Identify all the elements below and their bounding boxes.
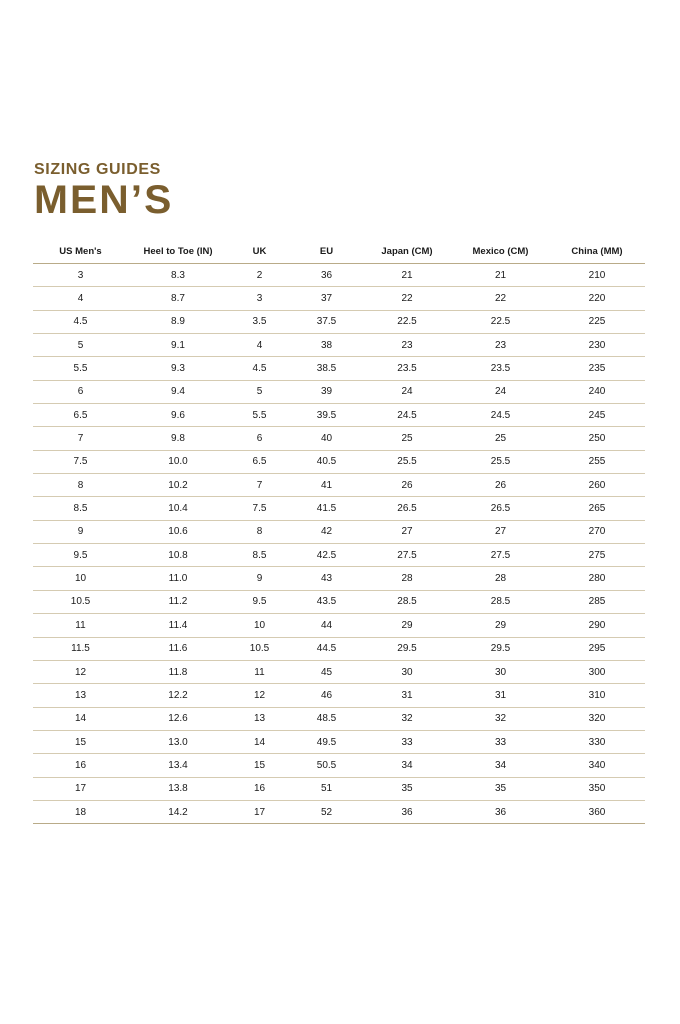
table-cell: 28.5 <box>452 590 549 613</box>
table-cell: 340 <box>549 754 645 777</box>
table-cell: 24 <box>362 380 452 403</box>
table-cell: 5 <box>228 380 291 403</box>
table-cell: 3 <box>228 287 291 310</box>
table-cell: 13.0 <box>128 730 228 753</box>
table-cell: 37.5 <box>291 310 362 333</box>
table-cell: 3.5 <box>228 310 291 333</box>
table-cell: 27 <box>452 520 549 543</box>
table-cell: 4.5 <box>228 357 291 380</box>
table-cell: 8.5 <box>33 497 128 520</box>
table-cell: 280 <box>549 567 645 590</box>
table-cell: 45 <box>291 660 362 683</box>
table-cell: 50.5 <box>291 754 362 777</box>
table-cell: 210 <box>549 264 645 287</box>
table-cell: 28 <box>362 567 452 590</box>
table-cell: 18 <box>33 800 128 823</box>
table-cell: 5.5 <box>33 357 128 380</box>
table-cell: 43 <box>291 567 362 590</box>
table-cell: 11.2 <box>128 590 228 613</box>
table-cell: 14 <box>33 707 128 730</box>
table-row <box>33 357 645 380</box>
table-row <box>33 404 645 427</box>
table-cell: 8.7 <box>128 287 228 310</box>
table-cell: 10.5 <box>228 637 291 660</box>
table-row <box>33 520 645 543</box>
table-cell: 8 <box>228 520 291 543</box>
table-row <box>33 450 645 473</box>
table-cell: 225 <box>549 310 645 333</box>
table-cell: 10.5 <box>33 590 128 613</box>
table-cell: 2 <box>228 264 291 287</box>
table-cell: 31 <box>362 684 452 707</box>
table-cell: 11.8 <box>128 660 228 683</box>
table-cell: 10 <box>33 567 128 590</box>
table-row <box>33 730 645 753</box>
table-cell: 12.2 <box>128 684 228 707</box>
table-cell: 230 <box>549 334 645 357</box>
table-cell: 9.6 <box>128 404 228 427</box>
table-cell: 11 <box>228 660 291 683</box>
table-row <box>33 427 645 450</box>
table-cell: 28 <box>452 567 549 590</box>
table-cell: 43.5 <box>291 590 362 613</box>
column-header: Japan (CM) <box>362 239 452 264</box>
table-cell: 38 <box>291 334 362 357</box>
table-cell: 285 <box>549 590 645 613</box>
table-cell: 235 <box>549 357 645 380</box>
table-cell: 44 <box>291 614 362 637</box>
table-cell: 11 <box>33 614 128 637</box>
table-cell: 255 <box>549 450 645 473</box>
table-cell: 3 <box>33 264 128 287</box>
table-cell: 15 <box>33 730 128 753</box>
table-cell: 33 <box>452 730 549 753</box>
table-cell: 27 <box>362 520 452 543</box>
table-cell: 17 <box>33 777 128 800</box>
table-cell: 350 <box>549 777 645 800</box>
column-header: China (MM) <box>549 239 645 264</box>
table-cell: 9.8 <box>128 427 228 450</box>
table-cell: 52 <box>291 800 362 823</box>
table-cell: 34 <box>362 754 452 777</box>
table-cell: 22.5 <box>362 310 452 333</box>
table-cell: 14.2 <box>128 800 228 823</box>
table-row <box>33 660 645 683</box>
table-cell: 10.2 <box>128 474 228 497</box>
table-cell: 41.5 <box>291 497 362 520</box>
table-cell: 24.5 <box>362 404 452 427</box>
column-header: US Men's <box>33 239 128 264</box>
table-cell: 15 <box>228 754 291 777</box>
table-cell: 9.5 <box>33 544 128 567</box>
table-cell: 30 <box>452 660 549 683</box>
table-cell: 310 <box>549 684 645 707</box>
table-cell: 8.3 <box>128 264 228 287</box>
table-cell: 40 <box>291 427 362 450</box>
table-cell: 330 <box>549 730 645 753</box>
table-cell: 40.5 <box>291 450 362 473</box>
table-cell: 8 <box>33 474 128 497</box>
table-row <box>33 800 645 823</box>
table-cell: 220 <box>549 287 645 310</box>
table-cell: 9 <box>33 520 128 543</box>
table-cell: 30 <box>362 660 452 683</box>
table-cell: 46 <box>291 684 362 707</box>
table-cell: 24 <box>452 380 549 403</box>
table-cell: 23 <box>362 334 452 357</box>
table-cell: 6.5 <box>33 404 128 427</box>
table-cell: 32 <box>362 707 452 730</box>
table-cell: 14 <box>228 730 291 753</box>
table-row <box>33 614 645 637</box>
table-cell: 9.5 <box>228 590 291 613</box>
table-cell: 42.5 <box>291 544 362 567</box>
table-cell: 4 <box>33 287 128 310</box>
table-cell: 16 <box>228 777 291 800</box>
table-cell: 21 <box>452 264 549 287</box>
table-cell: 35 <box>452 777 549 800</box>
table-cell: 29.5 <box>452 637 549 660</box>
table-cell: 42 <box>291 520 362 543</box>
table-cell: 4 <box>228 334 291 357</box>
table-row <box>33 264 645 287</box>
table-cell: 13 <box>33 684 128 707</box>
table-row <box>33 334 645 357</box>
table-cell: 13.4 <box>128 754 228 777</box>
table-cell: 9.1 <box>128 334 228 357</box>
column-header: UK <box>228 239 291 264</box>
table-cell: 26 <box>362 474 452 497</box>
column-header: EU <box>291 239 362 264</box>
table-cell: 44.5 <box>291 637 362 660</box>
table-cell: 31 <box>452 684 549 707</box>
table-cell: 22 <box>452 287 549 310</box>
table-cell: 250 <box>549 427 645 450</box>
table-cell: 6 <box>228 427 291 450</box>
table-row <box>33 287 645 310</box>
table-cell: 7 <box>228 474 291 497</box>
table-row <box>33 497 645 520</box>
table-body <box>33 264 645 824</box>
table-cell: 12 <box>228 684 291 707</box>
table-row <box>33 474 645 497</box>
table-cell: 24.5 <box>452 404 549 427</box>
table-cell: 5.5 <box>228 404 291 427</box>
table-cell: 8.5 <box>228 544 291 567</box>
page-subtitle: SIZING GUIDES <box>34 161 161 178</box>
table-row <box>33 684 645 707</box>
table-cell: 10.8 <box>128 544 228 567</box>
table-cell: 8.9 <box>128 310 228 333</box>
size-chart-table <box>33 239 645 824</box>
table-row <box>33 777 645 800</box>
table-cell: 13.8 <box>128 777 228 800</box>
table-cell: 4.5 <box>33 310 128 333</box>
table-cell: 25.5 <box>452 450 549 473</box>
table-cell: 35 <box>362 777 452 800</box>
table-cell: 16 <box>33 754 128 777</box>
table-cell: 10.0 <box>128 450 228 473</box>
table-cell: 37 <box>291 287 362 310</box>
table-row <box>33 567 645 590</box>
table-cell: 7 <box>33 427 128 450</box>
table-cell: 33 <box>362 730 452 753</box>
table-cell: 7.5 <box>228 497 291 520</box>
table-cell: 9.4 <box>128 380 228 403</box>
table-cell: 10.4 <box>128 497 228 520</box>
table-cell: 21 <box>362 264 452 287</box>
table-row <box>33 754 645 777</box>
table-cell: 275 <box>549 544 645 567</box>
table-cell: 25 <box>362 427 452 450</box>
table-cell: 17 <box>228 800 291 823</box>
table-cell: 10.6 <box>128 520 228 543</box>
table-cell: 22 <box>362 287 452 310</box>
table-cell: 23.5 <box>362 357 452 380</box>
table-row <box>33 380 645 403</box>
column-header: Mexico (CM) <box>452 239 549 264</box>
table-cell: 28.5 <box>362 590 452 613</box>
table-cell: 290 <box>549 614 645 637</box>
table-cell: 23.5 <box>452 357 549 380</box>
table-cell: 265 <box>549 497 645 520</box>
table-row <box>33 310 645 333</box>
column-header: Heel to Toe (IN) <box>128 239 228 264</box>
table-cell: 39 <box>291 380 362 403</box>
table-cell: 260 <box>549 474 645 497</box>
table-row <box>33 707 645 730</box>
table-cell: 36 <box>452 800 549 823</box>
table-cell: 51 <box>291 777 362 800</box>
table-cell: 12 <box>33 660 128 683</box>
table-cell: 29.5 <box>362 637 452 660</box>
table-cell: 5 <box>33 334 128 357</box>
table-cell: 360 <box>549 800 645 823</box>
table-cell: 26.5 <box>362 497 452 520</box>
table-cell: 270 <box>549 520 645 543</box>
table-cell: 48.5 <box>291 707 362 730</box>
table-cell: 36 <box>362 800 452 823</box>
table-cell: 6.5 <box>228 450 291 473</box>
table-cell: 9.3 <box>128 357 228 380</box>
table-cell: 320 <box>549 707 645 730</box>
table-cell: 34 <box>452 754 549 777</box>
table-cell: 245 <box>549 404 645 427</box>
table-cell: 10 <box>228 614 291 637</box>
table-cell: 295 <box>549 637 645 660</box>
table-cell: 26 <box>452 474 549 497</box>
table-cell: 7.5 <box>33 450 128 473</box>
table-cell: 11.0 <box>128 567 228 590</box>
table-cell: 11.6 <box>128 637 228 660</box>
page-title: MEN’S <box>34 178 174 222</box>
table-row <box>33 544 645 567</box>
table-cell: 38.5 <box>291 357 362 380</box>
table-cell: 26.5 <box>452 497 549 520</box>
table-cell: 9 <box>228 567 291 590</box>
table-cell: 23 <box>452 334 549 357</box>
table-cell: 29 <box>452 614 549 637</box>
table-header-row <box>33 239 645 264</box>
table-cell: 36 <box>291 264 362 287</box>
table-cell: 49.5 <box>291 730 362 753</box>
table-cell: 22.5 <box>452 310 549 333</box>
table-cell: 32 <box>452 707 549 730</box>
table-cell: 29 <box>362 614 452 637</box>
table-cell: 300 <box>549 660 645 683</box>
table-cell: 240 <box>549 380 645 403</box>
table-cell: 27.5 <box>362 544 452 567</box>
table-cell: 25 <box>452 427 549 450</box>
table-cell: 12.6 <box>128 707 228 730</box>
table-cell: 6 <box>33 380 128 403</box>
table-cell: 13 <box>228 707 291 730</box>
page-header <box>34 160 174 222</box>
table-cell: 27.5 <box>452 544 549 567</box>
table-cell: 11.5 <box>33 637 128 660</box>
table-row <box>33 590 645 613</box>
table-cell: 39.5 <box>291 404 362 427</box>
table-cell: 11.4 <box>128 614 228 637</box>
table-row <box>33 637 645 660</box>
table-cell: 41 <box>291 474 362 497</box>
table-cell: 25.5 <box>362 450 452 473</box>
